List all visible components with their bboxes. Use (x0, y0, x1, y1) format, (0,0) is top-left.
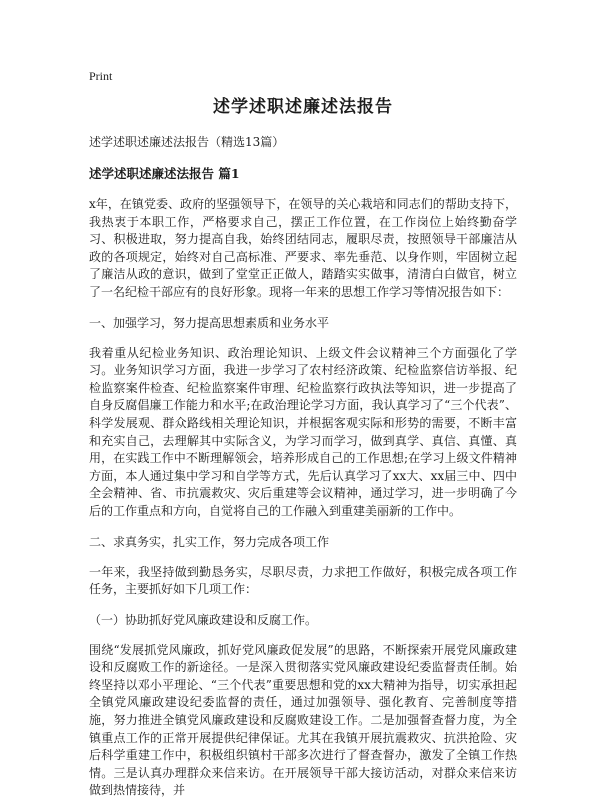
heading-anticorruption: （一）协助抓好党风廉政建设和反腐工作。 (89, 612, 318, 627)
paragraph-learning: 我着重从纪检业务知识、政治理论知识、上级文件会议精神三个方面强化了学习。业务知识学习方面，我进一步学习了农村经济政策、纪检监察信访举报、纪检监察案件检查、纪检监察案件审理、纪检监察行政执法等知识，进一步提高了自身反腐倡廉工作能力和水平;在政治理论学习方面，我认真学习了“三个代表”、科学发展观、群众路线相关理论知识，并根据客观实际和形势的需要，不断丰富和充实自己，去理解其中实际含义，为学习而学习，做到真学、真信、真懂、真用，在实践工作中不断理解领会，培养形成自己的工作思想;在学习上级文件精神方面，本人通过集中学习和自学等方式，先后认真学习了xx大、xx届三中、四中全会精神、省、市抗震救灾、灾后重建等会议精神，通过学习，进一步明确了今后的工作重点和方向，自觉将自己的工作融入到重建美丽新的工作中。 (89, 345, 517, 518)
document-subtitle: 述学述职述廉述法报告（精选13篇） (89, 135, 285, 149)
heading-learning: 一、加强学习，努力提高思想素质和业务水平 (89, 315, 330, 330)
paragraph-work-intro: 一年来，我坚持做到勤恳务实，尽职尽责，力求把工作做好，积极完成各项工作任务，主要抓好如下几项工作： (89, 564, 517, 597)
print-link[interactable]: Print (89, 69, 113, 83)
paragraph-anticorruption: 围绕“发展抓党风廉政，抓好党风廉政促发展”的思路，不断探索开展党风廉政建设和反腐败工作的新途径。一是深入贯彻落实党风廉政建设纪委监督责任制。始终坚持以邓小平理论、“三个代表”重要思想和党的xx大精神为指导，切实承担起全镇党风廉政建设纪委监督的责任，通过加强领导、强化教育、完善制度等措施，努力推进全镇党风廉政建设和反腐败建设工作。二是加强督查督力度，为全镇重点工作的正常开展提供纪律保证。尤其在我镇开展抗震救灾、抗洪抢险、灾后科学重建工作中，积极组织镇村干部多次进行了督查督办，激发了全镇工作热情。三是认真办理群众来信来访。在开展领导干部大接访活动，对群众来信来访做到热情接待，并 (89, 642, 517, 798)
document-body (89, 92, 517, 812)
paragraph-intro: x年，在镇党委、政府的坚强领导下，在领导的关心栽培和同志们的帮助支持下，我热衷于本职工作，严格要求自己，摆正工作位置，在工作岗位上始终勤奋学习、积极进取，努力提高自我，始终团结同志，履职尽责，按照领导干部廉洁从政的各项规定，始终对自己高标准、严要求、率先垂范、以身作则，牢固树立起了廉洁从政的意识，做到了堂堂正正做人，踏踏实实做事，清清白白做官，树立了一名纪检干部应有的良好形象。现将一年来的思想工作学习等情况报告如下： (89, 197, 517, 299)
document-title: 述学述职述廉述法报告 (213, 97, 393, 117)
section-title: 述学述职述廉述法报告 篇1 (89, 166, 240, 181)
heading-work: 二、求真务实，扎实工作，努力完成各项工作 (89, 534, 330, 549)
